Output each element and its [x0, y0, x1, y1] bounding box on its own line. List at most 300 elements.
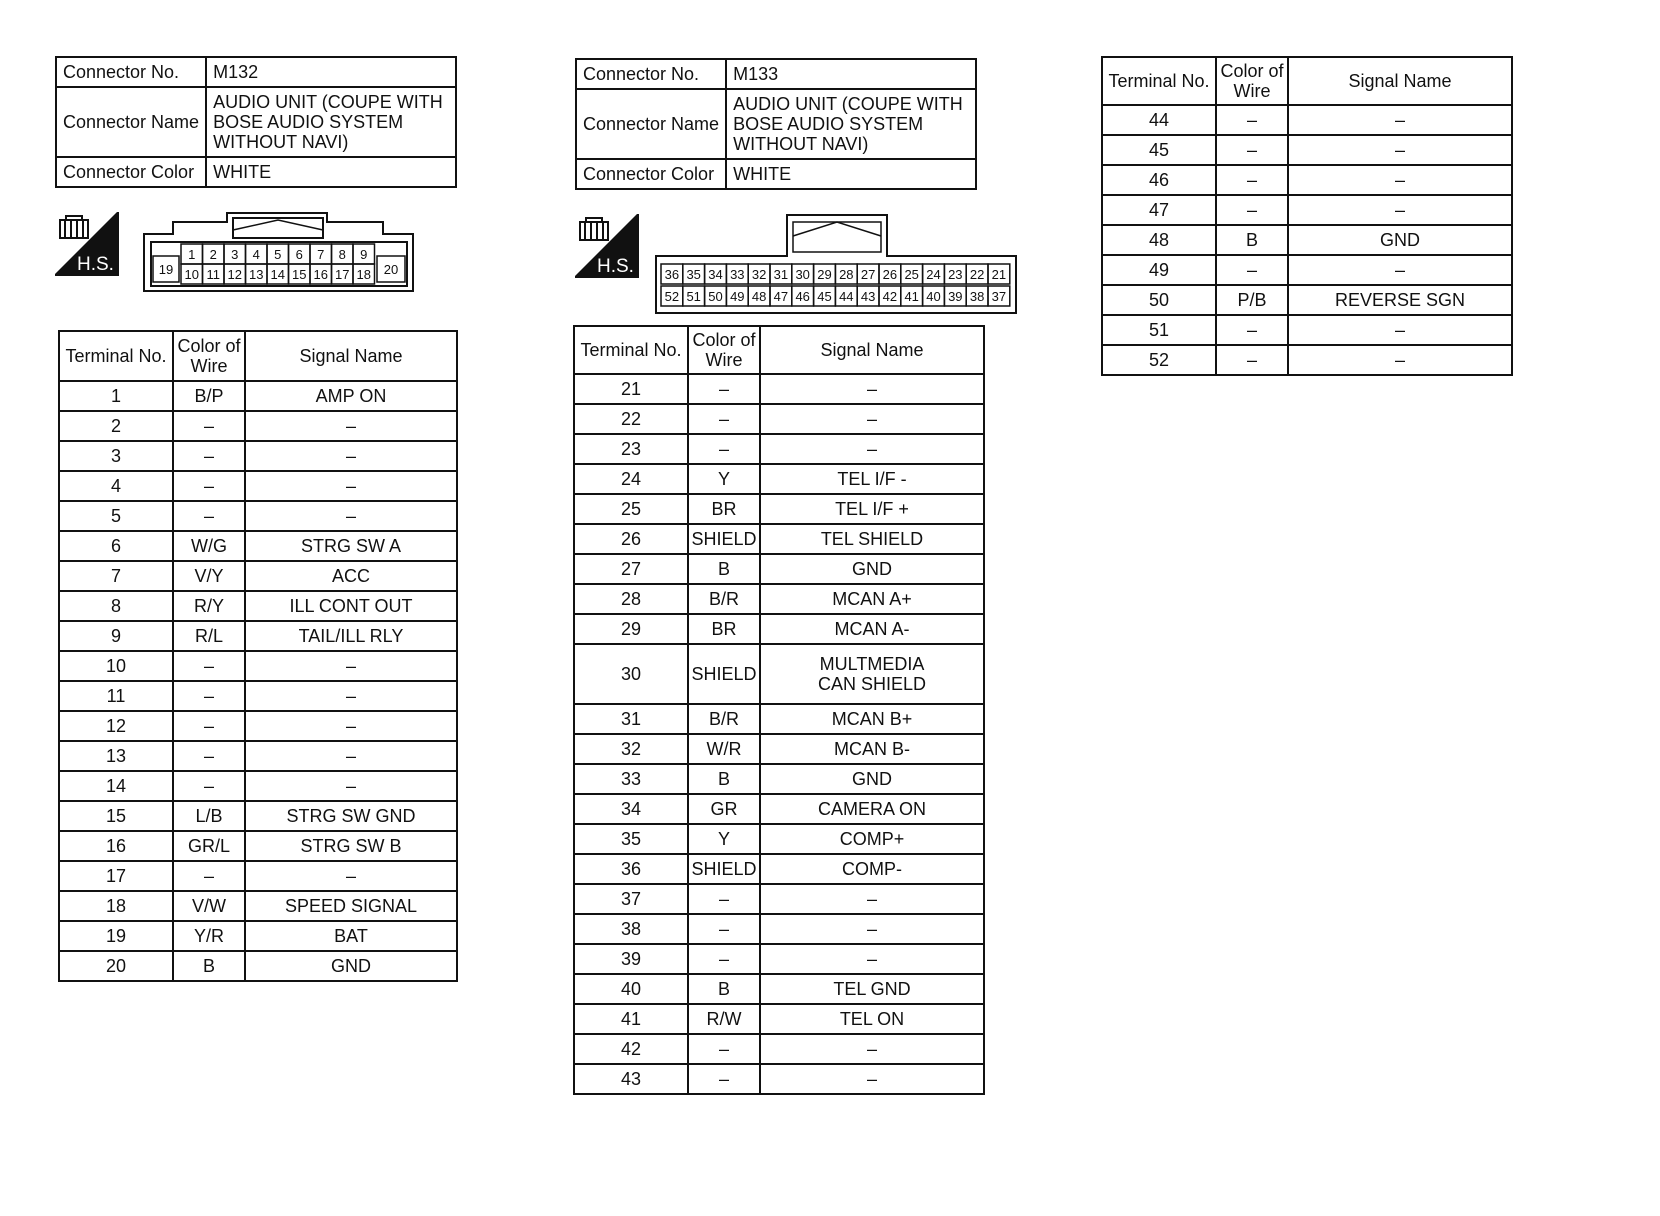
- wire-color-cell: –: [173, 651, 245, 681]
- signal-name-cell: TEL GND: [760, 974, 984, 1004]
- header-color-of-wire: [173, 331, 245, 381]
- table-row: [574, 704, 984, 734]
- wire-color-cell: B: [688, 764, 760, 794]
- wire-color-cell: BR: [688, 614, 760, 644]
- table-row: [59, 531, 457, 561]
- signal-name-cell: MCAN B-: [760, 734, 984, 764]
- pin-number: 16: [313, 267, 328, 282]
- table-row: [574, 554, 984, 584]
- pin-number: 6: [295, 247, 303, 262]
- pin-number: 15: [292, 267, 307, 282]
- wire-color-cell: GR: [688, 794, 760, 824]
- signal-name-cell: –: [245, 651, 457, 681]
- signal-name-cell: MCAN A+: [760, 584, 984, 614]
- header-terminal-no: Terminal No.: [1102, 57, 1216, 105]
- signal-name-cell: MCAN B+: [760, 704, 984, 734]
- terminal-no-cell: 17: [59, 861, 173, 891]
- terminal-no-cell: 3: [59, 441, 173, 471]
- connector-no-value: M133: [726, 59, 976, 89]
- wire-color-cell: –: [173, 501, 245, 531]
- table-row: [574, 1034, 984, 1064]
- signal-name-cell: –: [245, 741, 457, 771]
- pin-number: 21: [991, 267, 1007, 282]
- table-row: [1102, 195, 1512, 225]
- terminal-no-cell: 21: [574, 374, 688, 404]
- terminal-no-cell: 42: [574, 1034, 688, 1064]
- header-color-line: Color of: [177, 336, 241, 356]
- pin-number: 45: [817, 289, 832, 304]
- wire-color-cell: V/Y: [173, 561, 245, 591]
- terminal-no-cell: 45: [1102, 135, 1216, 165]
- table-row: [59, 741, 457, 771]
- signal-name-cell: –: [760, 434, 984, 464]
- wire-color-cell: –: [1216, 345, 1288, 375]
- terminal-no-cell: 24: [574, 464, 688, 494]
- table-row: [574, 974, 984, 1004]
- terminal-no-cell: 36: [574, 854, 688, 884]
- table-row: [59, 801, 457, 831]
- wire-color-cell: Y: [688, 824, 760, 854]
- signal-name-cell: –: [245, 681, 457, 711]
- signal-name-cell: MCAN A-: [760, 614, 984, 644]
- signal-name-cell: REVERSE SGN: [1288, 285, 1512, 315]
- terminal-no-cell: 5: [59, 501, 173, 531]
- signal-name-cell: –: [760, 944, 984, 974]
- hs-badge-m133: [575, 214, 639, 278]
- pin-number: 10: [184, 267, 199, 282]
- pin-number: 20: [383, 262, 399, 277]
- connector-name-line: WITHOUT NAVI): [733, 134, 869, 154]
- signal-name-cell: GND: [760, 764, 984, 794]
- signal-name-cell: –: [760, 914, 984, 944]
- pin-number: 31: [773, 267, 789, 282]
- table-row: [59, 441, 457, 471]
- terminal-no-cell: 27: [574, 554, 688, 584]
- connector-name-line: AUDIO UNIT (COUPE WITH: [733, 94, 963, 114]
- connector-info-m133: [575, 58, 977, 190]
- signal-name-cell: –: [245, 501, 457, 531]
- wire-color-cell: SHIELD: [688, 854, 760, 884]
- table-row: [59, 621, 457, 651]
- signal-name-cell: –: [1288, 345, 1512, 375]
- wire-color-cell: B/R: [688, 584, 760, 614]
- connector-name-line: BOSE AUDIO SYSTEM: [733, 114, 924, 134]
- wire-color-cell: –: [688, 374, 760, 404]
- terminal-no-cell: 34: [574, 794, 688, 824]
- signal-name-cell: STRG SW GND: [245, 801, 457, 831]
- table-row: [1102, 285, 1512, 315]
- signal-name-cell: –: [1288, 105, 1512, 135]
- table-header-row: [1102, 57, 1512, 105]
- wire-color-cell: W/R: [688, 734, 760, 764]
- pin-number: 24: [926, 267, 941, 282]
- pin-number: 43: [860, 289, 876, 304]
- table-row: [59, 711, 457, 741]
- terminal-no-cell: 48: [1102, 225, 1216, 255]
- terminal-no-cell: 51: [1102, 315, 1216, 345]
- terminal-no-cell: 32: [574, 734, 688, 764]
- terminal-no-cell: 43: [574, 1064, 688, 1094]
- terminal-no-cell: 15: [59, 801, 173, 831]
- signal-name-cell: CAMERA ON: [760, 794, 984, 824]
- signal-name-cell: –: [760, 374, 984, 404]
- wire-color-cell: –: [688, 1064, 760, 1094]
- signal-name-cell: TEL I/F +: [760, 494, 984, 524]
- connector-color-row: [576, 159, 976, 189]
- terminal-no-cell: 29: [574, 614, 688, 644]
- terminal-no-cell: 23: [574, 434, 688, 464]
- signal-name-cell: TEL I/F -: [760, 464, 984, 494]
- pin-number: 33: [730, 267, 745, 282]
- wire-color-cell: –: [688, 884, 760, 914]
- pin-number: 26: [882, 267, 898, 282]
- terminal-table-m133-continued: [1101, 56, 1513, 376]
- wire-color-cell: P/B: [1216, 285, 1288, 315]
- table-row: [1102, 165, 1512, 195]
- table-row: [1102, 345, 1512, 375]
- header-color-line: Color of: [1220, 61, 1284, 81]
- signal-name-cell: –: [1288, 195, 1512, 225]
- table-row: [574, 884, 984, 914]
- pin-number: 4: [252, 247, 260, 262]
- signal-name-cell: STRG SW A: [245, 531, 457, 561]
- signal-name-cell: –: [1288, 315, 1512, 345]
- connector-info-m132: [55, 56, 457, 188]
- terminal-no-cell: 44: [1102, 105, 1216, 135]
- table-row: [574, 1064, 984, 1094]
- wire-color-cell: W/G: [173, 531, 245, 561]
- terminal-no-cell: 8: [59, 591, 173, 621]
- signal-name-cell: –: [1288, 165, 1512, 195]
- table-row: [574, 374, 984, 404]
- signal-name-cell: BAT: [245, 921, 457, 951]
- table-row: [59, 591, 457, 621]
- signal-name-cell: ILL CONT OUT: [245, 591, 457, 621]
- wire-color-cell: –: [1216, 255, 1288, 285]
- signal-name-cell: –: [245, 711, 457, 741]
- table-row: [574, 734, 984, 764]
- terminal-no-cell: 31: [574, 704, 688, 734]
- connector-no-label: Connector No.: [56, 57, 206, 87]
- table-row: [574, 854, 984, 884]
- pin-number: 29: [817, 267, 832, 282]
- wire-color-cell: R/L: [173, 621, 245, 651]
- table-row: [59, 861, 457, 891]
- wire-color-cell: R/Y: [173, 591, 245, 621]
- wire-color-cell: B: [173, 951, 245, 981]
- terminal-no-cell: 33: [574, 764, 688, 794]
- terminal-no-cell: 46: [1102, 165, 1216, 195]
- header-signal-name: Signal Name: [1288, 57, 1512, 105]
- table-row: [574, 794, 984, 824]
- wire-color-cell: SHIELD: [688, 524, 760, 554]
- connector-name-label: Connector Name: [56, 87, 206, 157]
- table-row: [59, 471, 457, 501]
- terminal-no-cell: 25: [574, 494, 688, 524]
- signal-name-cell: AMP ON: [245, 381, 457, 411]
- wire-color-cell: –: [173, 741, 245, 771]
- header-color-line: Wire: [705, 350, 743, 370]
- table-row: [59, 951, 457, 981]
- table-row: [59, 921, 457, 951]
- signal-name-cell: GND: [760, 554, 984, 584]
- wire-color-cell: –: [688, 944, 760, 974]
- terminal-no-cell: 37: [574, 884, 688, 914]
- pin-number: 40: [926, 289, 941, 304]
- table-row: [1102, 135, 1512, 165]
- signal-name-cell: TEL SHIELD: [760, 524, 984, 554]
- wire-color-cell: Y: [688, 464, 760, 494]
- table-row: [59, 651, 457, 681]
- pin-number: 18: [356, 267, 371, 282]
- pin-number: 52: [664, 289, 680, 304]
- pin-number: 28: [839, 267, 854, 282]
- wire-color-cell: –: [688, 1034, 760, 1064]
- header-signal-name: Signal Name: [760, 326, 984, 374]
- terminal-no-cell: 47: [1102, 195, 1216, 225]
- signal-name-cell: –: [760, 404, 984, 434]
- header-color-line: Color of: [692, 330, 756, 350]
- terminal-no-cell: 4: [59, 471, 173, 501]
- pin-number: 44: [839, 289, 854, 304]
- wire-color-cell: –: [1216, 105, 1288, 135]
- signal-name-cell: COMP+: [760, 824, 984, 854]
- connector-name-row: [576, 89, 976, 159]
- pin-number: 19: [158, 262, 174, 277]
- terminal-no-cell: 38: [574, 914, 688, 944]
- header-terminal-no: Terminal No.: [574, 326, 688, 374]
- wire-color-cell: B/P: [173, 381, 245, 411]
- wire-color-cell: B: [688, 974, 760, 1004]
- wire-color-cell: B/R: [688, 704, 760, 734]
- wire-color-cell: –: [173, 411, 245, 441]
- signal-name-cell: –: [760, 884, 984, 914]
- connector-name-value: [206, 87, 456, 157]
- hs-badge-m132: [55, 212, 119, 276]
- signal-name-cell: –: [245, 411, 457, 441]
- table-row: [574, 1004, 984, 1034]
- connector-face-m133: [655, 214, 1017, 314]
- connector-name-line: WITHOUT NAVI): [213, 132, 349, 152]
- table-row: [574, 614, 984, 644]
- pin-number: 5: [274, 247, 282, 262]
- wire-color-cell: –: [173, 861, 245, 891]
- terminal-no-cell: 41: [574, 1004, 688, 1034]
- terminal-no-cell: 13: [59, 741, 173, 771]
- table-header-row: [574, 326, 984, 374]
- wire-color-cell: –: [688, 914, 760, 944]
- wire-color-cell: B: [1216, 225, 1288, 255]
- terminal-no-cell: 12: [59, 711, 173, 741]
- signal-name-cell: COMP-: [760, 854, 984, 884]
- wire-color-cell: V/W: [173, 891, 245, 921]
- table-row: [1102, 315, 1512, 345]
- table-header-row: [59, 331, 457, 381]
- signal-name-cell: –: [760, 1034, 984, 1064]
- table-row: [574, 944, 984, 974]
- terminal-no-cell: 19: [59, 921, 173, 951]
- connector-color-label: Connector Color: [56, 157, 206, 187]
- signal-name-cell: STRG SW B: [245, 831, 457, 861]
- terminal-no-cell: 2: [59, 411, 173, 441]
- terminal-no-cell: 1: [59, 381, 173, 411]
- terminal-no-cell: 30: [574, 644, 688, 704]
- terminal-no-cell: 49: [1102, 255, 1216, 285]
- terminal-no-cell: 9: [59, 621, 173, 651]
- wire-color-cell: –: [1216, 315, 1288, 345]
- table-row: [59, 411, 457, 441]
- pin-number: 38: [969, 289, 985, 304]
- table-row: [574, 914, 984, 944]
- table-row: [574, 524, 984, 554]
- pin-number: 13: [249, 267, 264, 282]
- signal-name-cell: ACC: [245, 561, 457, 591]
- pin-number: 50: [708, 289, 723, 304]
- table-row: [574, 434, 984, 464]
- connector-no-value: M132: [206, 57, 456, 87]
- hs-label: H.S.: [597, 256, 634, 277]
- terminal-no-cell: 18: [59, 891, 173, 921]
- signal-name-cell: GND: [1288, 225, 1512, 255]
- signal-name-cell: TAIL/ILL RLY: [245, 621, 457, 651]
- terminal-table-m133: [573, 325, 985, 1095]
- wire-color-cell: –: [173, 471, 245, 501]
- signal-name-cell: –: [245, 441, 457, 471]
- table-row: [574, 584, 984, 614]
- wire-color-cell: BR: [688, 494, 760, 524]
- terminal-no-cell: 14: [59, 771, 173, 801]
- connector-no-row: [576, 59, 976, 89]
- table-row: [574, 464, 984, 494]
- connector-name-label: Connector Name: [576, 89, 726, 159]
- hs-label: H.S.: [77, 254, 114, 275]
- connector-face-m132: [143, 212, 415, 292]
- header-color-of-wire: [1216, 57, 1288, 105]
- pin-number: 8: [338, 247, 346, 262]
- pin-number: 34: [708, 267, 723, 282]
- terminal-table-m132: [58, 330, 458, 982]
- wire-color-cell: –: [1216, 135, 1288, 165]
- terminal-no-cell: 28: [574, 584, 688, 614]
- signal-name-cell: TEL ON: [760, 1004, 984, 1034]
- header-color-of-wire: [688, 326, 760, 374]
- terminal-no-cell: 10: [59, 651, 173, 681]
- terminal-no-cell: 6: [59, 531, 173, 561]
- terminal-no-cell: 7: [59, 561, 173, 591]
- signal-name-cell: SPEED SIGNAL: [245, 891, 457, 921]
- wire-color-cell: R/W: [688, 1004, 760, 1034]
- connector-name-value: [726, 89, 976, 159]
- pin-grid: [661, 264, 1010, 306]
- connector-name-line: BOSE AUDIO SYSTEM: [213, 112, 404, 132]
- wire-color-cell: –: [173, 441, 245, 471]
- wire-color-cell: –: [1216, 165, 1288, 195]
- table-row: [574, 764, 984, 794]
- terminal-no-cell: 50: [1102, 285, 1216, 315]
- connector-name-row: [56, 87, 456, 157]
- pin-number: 47: [773, 289, 789, 304]
- pin-number: 39: [948, 289, 963, 304]
- connector-color-value: WHITE: [206, 157, 456, 187]
- wire-color-cell: –: [1216, 195, 1288, 225]
- signal-name-cell: –: [1288, 135, 1512, 165]
- pin-number: 27: [860, 267, 876, 282]
- pin-number: 35: [686, 267, 701, 282]
- pin-number: 41: [904, 289, 919, 304]
- pin-number: 9: [360, 247, 368, 262]
- signal-name-cell: –: [245, 861, 457, 891]
- terminal-no-cell: 35: [574, 824, 688, 854]
- terminal-no-cell: 22: [574, 404, 688, 434]
- pin-number: 7: [317, 247, 325, 262]
- terminal-no-cell: 40: [574, 974, 688, 1004]
- connector-no-row: [56, 57, 456, 87]
- pin-number: 51: [686, 289, 701, 304]
- connector-no-label: Connector No.: [576, 59, 726, 89]
- table-row: [574, 824, 984, 854]
- wire-color-cell: –: [173, 681, 245, 711]
- terminal-no-cell: 11: [59, 681, 173, 711]
- header-terminal-no: Terminal No.: [59, 331, 173, 381]
- terminal-no-cell: 52: [1102, 345, 1216, 375]
- pin-number: 30: [795, 267, 810, 282]
- wire-color-cell: –: [688, 434, 760, 464]
- pin-number: 3: [231, 247, 239, 262]
- table-row: [59, 831, 457, 861]
- connector-name-line: AUDIO UNIT (COUPE WITH: [213, 92, 443, 112]
- table-row: [59, 681, 457, 711]
- wire-color-cell: GR/L: [173, 831, 245, 861]
- pin-number: 42: [882, 289, 898, 304]
- wire-color-cell: L/B: [173, 801, 245, 831]
- wire-color-cell: –: [173, 771, 245, 801]
- pin-number: 23: [948, 267, 963, 282]
- pin-number: 1: [188, 247, 196, 262]
- signal-name-cell: –: [245, 771, 457, 801]
- table-row: [59, 561, 457, 591]
- pin-number: 49: [730, 289, 745, 304]
- table-row: [574, 494, 984, 524]
- terminal-no-cell: 16: [59, 831, 173, 861]
- table-row: [1102, 225, 1512, 255]
- table-row: [1102, 105, 1512, 135]
- terminal-no-cell: 39: [574, 944, 688, 974]
- wire-color-cell: SHIELD: [688, 644, 760, 704]
- table-row: [1102, 255, 1512, 285]
- signal-name-cell: MULTMEDIA CAN SHIELD: [760, 644, 984, 704]
- table-row: [59, 891, 457, 921]
- pin-number: 32: [751, 267, 767, 282]
- table-row: [574, 404, 984, 434]
- pin-number: 36: [664, 267, 680, 282]
- pin-number: 46: [795, 289, 810, 304]
- terminal-no-cell: 26: [574, 524, 688, 554]
- terminal-no-cell: 20: [59, 951, 173, 981]
- table-row: [574, 644, 984, 704]
- wire-color-cell: B: [688, 554, 760, 584]
- header-color-line: Wire: [190, 356, 228, 376]
- pin-number: 11: [206, 267, 220, 282]
- pin-number: 17: [335, 267, 350, 282]
- signal-name-cell: GND: [245, 951, 457, 981]
- pin-number: 22: [969, 267, 985, 282]
- signal-name-cell: –: [245, 471, 457, 501]
- pin-number: 48: [751, 289, 767, 304]
- pin-number: 12: [227, 267, 242, 282]
- signal-name-cell: –: [760, 1064, 984, 1094]
- signal-name-cell: –: [1288, 255, 1512, 285]
- pin-number: 14: [270, 267, 285, 282]
